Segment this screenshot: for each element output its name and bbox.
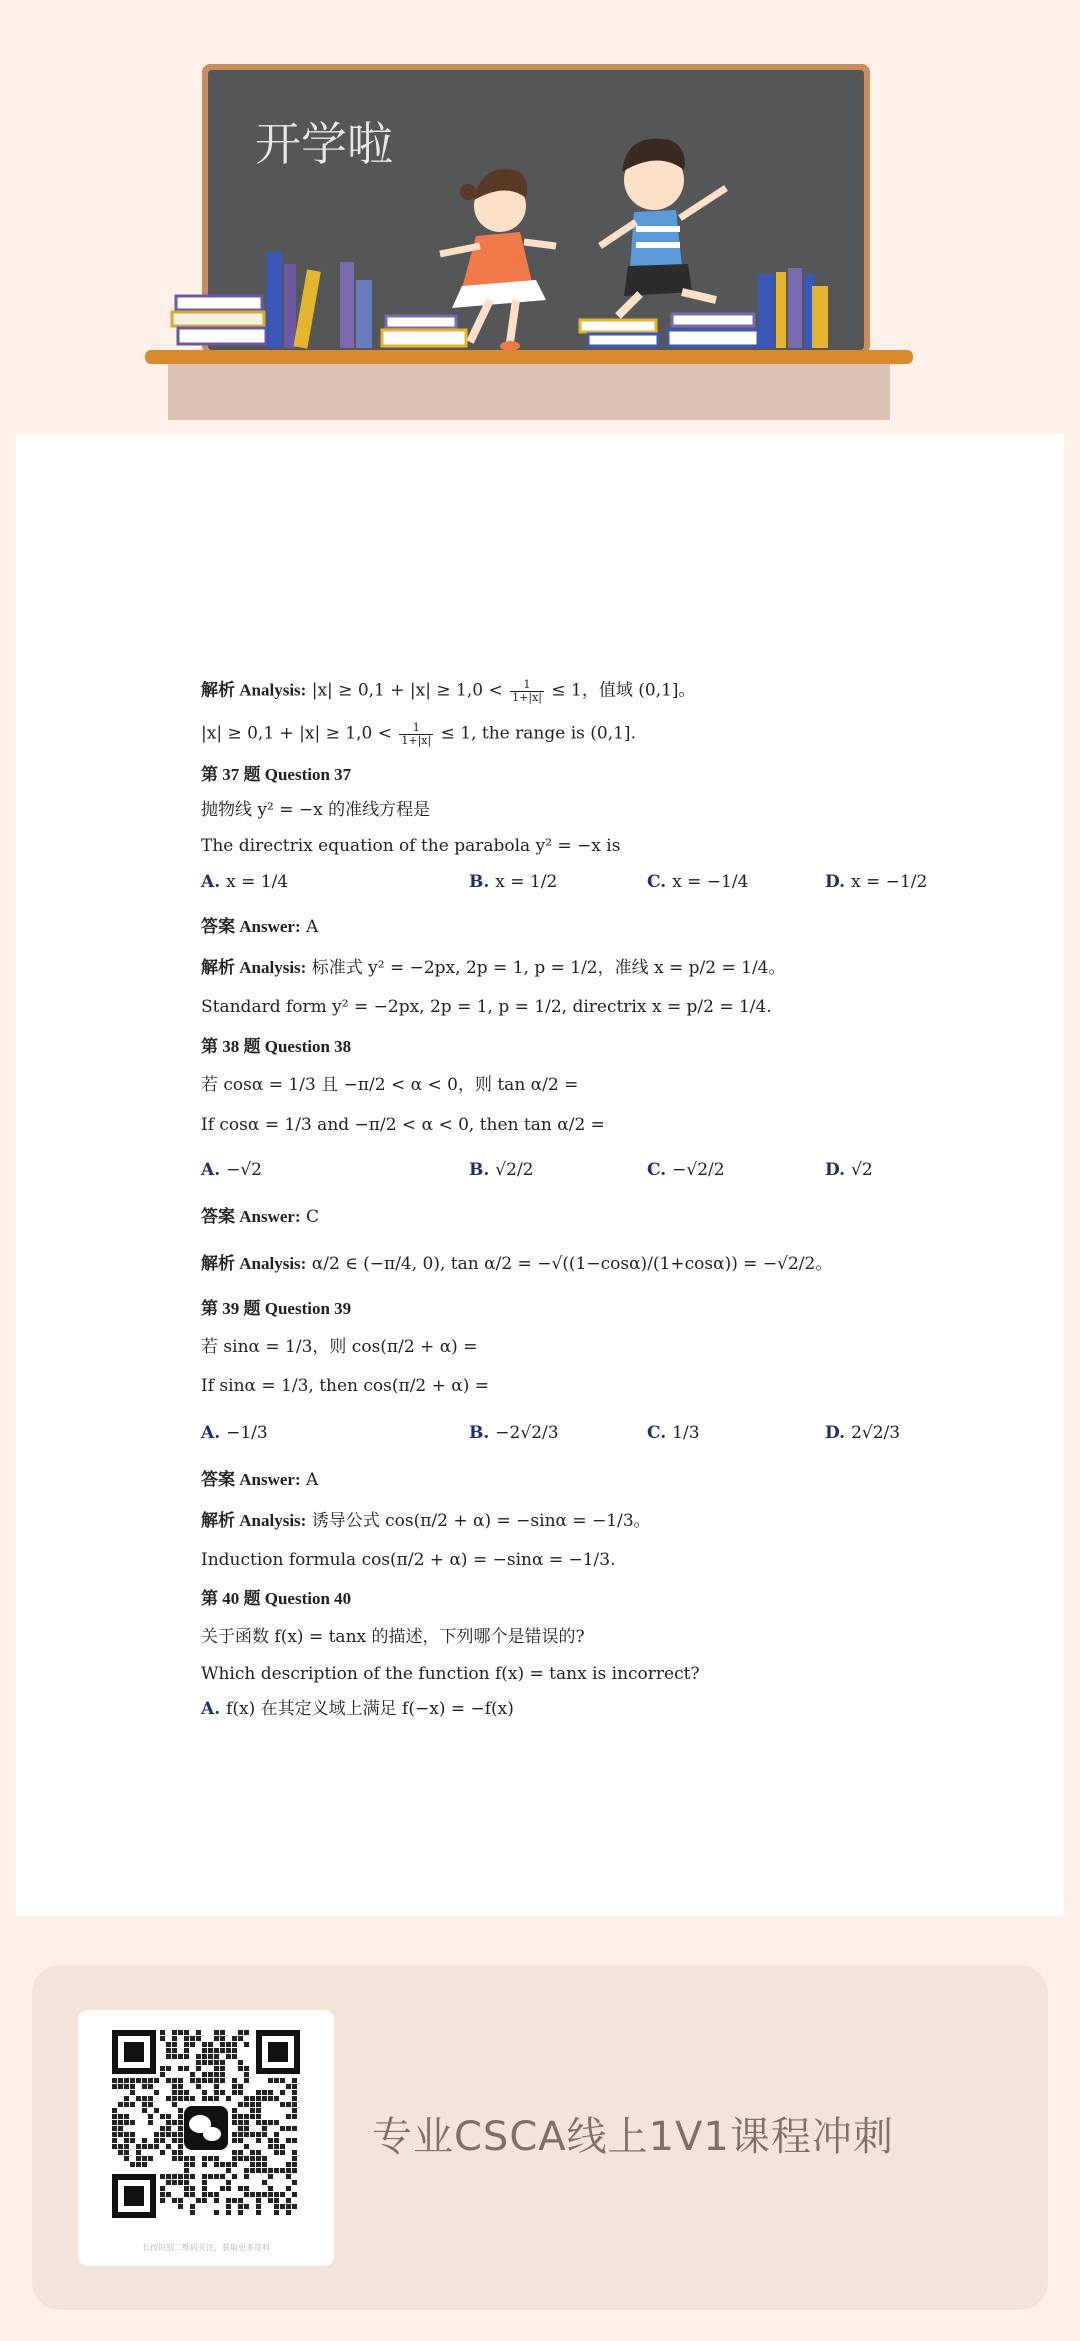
q38-option-d[interactable]: D. √2 xyxy=(825,1160,873,1180)
q37-text-en: The directrix equation of the parabola y² = −x is xyxy=(201,836,621,856)
q39-answer: 答案 Answer: A xyxy=(201,1470,319,1490)
q39-option-d[interactable]: D. 2√2/3 xyxy=(825,1423,901,1443)
q39-option-b[interactable]: B. −2√2/3 xyxy=(469,1423,559,1443)
q40-text-cn: 关于函数 f(x) = tanx 的描述，下列哪个是错误的? xyxy=(201,1627,585,1647)
q38-text-cn: 若 cosα = 1/3 且 −π/2 < α < 0，则 tan α/2 = xyxy=(201,1075,579,1095)
q37-text-cn: 抛物线 y² = −x 的准线方程是 xyxy=(201,800,431,820)
q38-analysis: 解析 Analysis: α/2 ∈ (−π/4, 0), tan α/2 = −√((1−cosα)/(1+cosα)) = −√2/2。 xyxy=(201,1254,833,1274)
q39-option-a[interactable]: A. −1/3 xyxy=(201,1423,268,1443)
q37-options xyxy=(201,872,981,898)
promo-footer xyxy=(32,1965,1048,2310)
qr-code-image xyxy=(78,2010,334,2266)
qr-caption: 长按识别二维码关注，获取更多资料 xyxy=(142,2243,270,2252)
q37-analysis-cn: 解析 Analysis: 标准式 y² = −2px, 2p = 1, p = 1/2，准线 x = p/2 = 1/4。 xyxy=(201,958,786,978)
q38-option-c[interactable]: C. −√2/2 xyxy=(647,1160,725,1180)
q37-option-d[interactable]: D. x = −1/2 xyxy=(825,872,928,892)
promo-slogan: 专业CSCA线上1V1课程冲刺 xyxy=(372,2114,894,2160)
q39-options xyxy=(201,1423,981,1449)
q38-option-b[interactable]: B. √2/2 xyxy=(469,1160,534,1180)
q38-option-a[interactable]: A. −√2 xyxy=(201,1160,263,1180)
q37-option-a[interactable]: A. x = 1/4 xyxy=(201,872,289,892)
q38-options xyxy=(201,1160,981,1186)
q39-analysis-en: Induction formula cos(π/2 + α) = −sinα = −1/3. xyxy=(201,1550,616,1570)
q38-answer: 答案 Answer: C xyxy=(201,1207,320,1227)
q38-text-en: If cosα = 1/3 and −π/2 < α < 0, then tan α/2 = xyxy=(201,1115,605,1135)
q40-title: 第 40 题 Question 40 xyxy=(201,1589,352,1608)
q37-option-c[interactable]: C. x = −1/4 xyxy=(647,872,749,892)
q40-option-a[interactable]: A. f(x) 在其定义域上满足 f(−x) = −f(x) xyxy=(201,1699,514,1719)
chalk-title: 开学啦 xyxy=(255,117,393,171)
q40-text-en: Which description of the function f(x) = tanx is incorrect? xyxy=(201,1664,700,1684)
q37-title: 第 37 题 Question 37 xyxy=(201,765,352,784)
q39-analysis-cn: 解析 Analysis: 诱导公式 cos(π/2 + α) = −sinα = −1/3。 xyxy=(201,1511,651,1531)
q38-title: 第 38 题 Question 38 xyxy=(201,1037,352,1056)
qr-code-card[interactable] xyxy=(78,2010,334,2266)
banner-illustration xyxy=(0,0,1080,430)
q39-text-en: If sinα = 1/3, then cos(π/2 + α) = xyxy=(201,1376,490,1396)
q39-option-c[interactable]: C. 1/3 xyxy=(647,1423,700,1443)
q39-title: 第 39 题 Question 39 xyxy=(201,1299,352,1318)
q36-analysis-cn: 解析 Analysis: |x| ≥ 0,1 + |x| ≥ 1,0 < $\frac{1}{1+|x|}$ ≤ 1，值域 (0,1]。 xyxy=(201,678,696,704)
q37-option-b[interactable]: B. x = 1/2 xyxy=(469,872,558,892)
q39-text-cn: 若 sinα = 1/3，则 cos(π/2 + α) = xyxy=(201,1337,478,1357)
board-ledge xyxy=(145,350,913,364)
document-page xyxy=(16,434,1064,1916)
q37-analysis-en: Standard form y² = −2px, 2p = 1, p = 1/2, directrix x = p/2 = 1/4. xyxy=(201,997,772,1017)
q37-answer: 答案 Answer: A xyxy=(201,917,319,937)
q36-analysis-en: |x| ≥ 0,1 + |x| ≥ 1,0 < $\frac{1}{1+|x|}$ ≤ 1, the range is (0,1]. xyxy=(201,721,636,747)
